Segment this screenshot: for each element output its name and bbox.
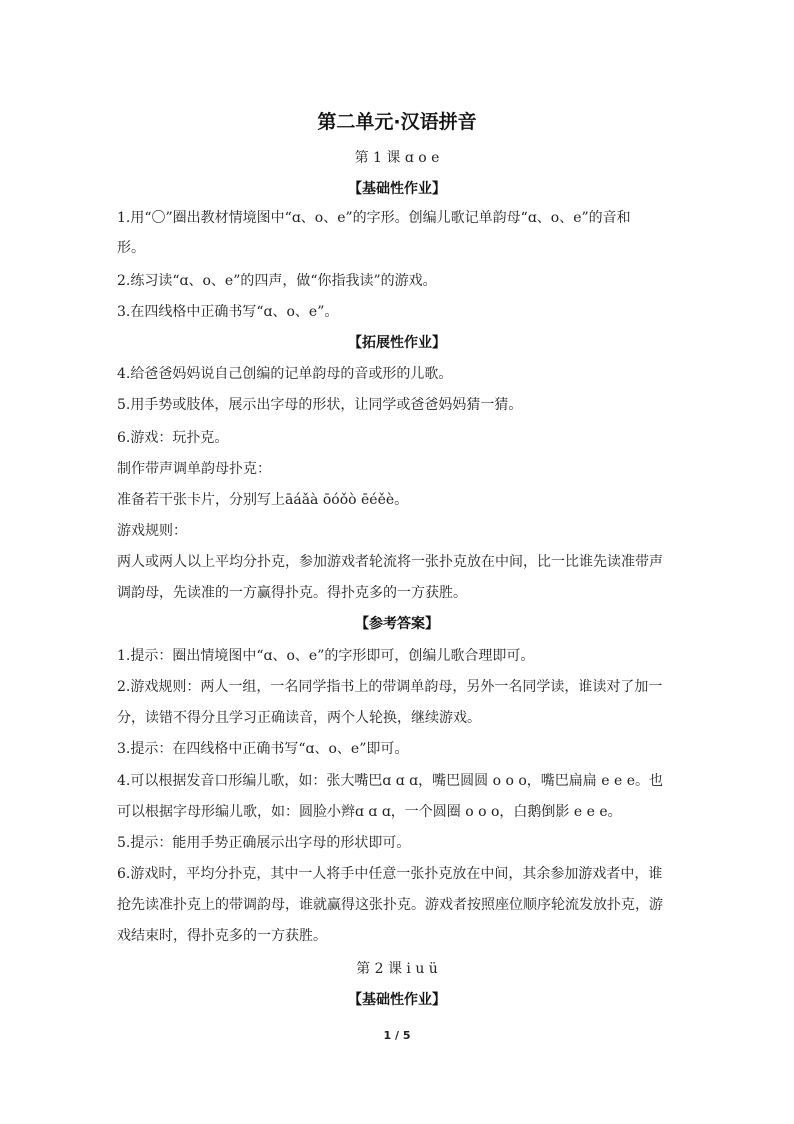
basic-item-1: 1.用“〇”圈出教材情境图中“ɑ、o、e”的字形。创编儿歌记单韵母“ɑ、o、e”的音和 xyxy=(117,210,631,226)
section-answer-heading: 【参考答案】 xyxy=(355,616,439,632)
lesson-1-heading: 第 1 课 ɑ o e xyxy=(354,150,440,166)
answer-item-4-cont: 可以根据字母形编儿歌，如：圆脸小辫ɑ ɑ ɑ，一个圆圈 o o o，白鹅倒影 e e e。 xyxy=(117,804,622,820)
answer-item-2-cont: 分，读错不得分且学习正确读音，两个人轮换，继续游戏。 xyxy=(117,710,481,726)
extend-item-4: 4.给爸爸妈妈说自己创编的记单韵母的音或形的儿歌。 xyxy=(117,366,453,382)
answer-item-1: 1.提示：圈出情境图中“ɑ、o、e”的字形即可，创编儿歌合理即可。 xyxy=(117,648,535,664)
basic-item-3: 3.在四线格中正确书写“ɑ、o、e”。 xyxy=(117,304,339,320)
answer-item-2: 2.游戏规则：两人一组，一名同学指书上的带调单韵母，另外一名同学读，谁读对了加一 xyxy=(117,679,663,695)
extend-item-6: 6.游戏：玩扑克。 xyxy=(117,430,229,446)
answer-item-5: 5.提示：能用手势正确展示出字母的形状即可。 xyxy=(117,835,411,851)
extend-item-6-rules-line-2: 调韵母，先读准的一方赢得扑克。得扑克多的一方获胜。 xyxy=(117,585,467,601)
answer-item-6-cont-2: 戏结束时，得扑克多的一方获胜。 xyxy=(117,928,327,944)
section-basic-2-heading: 【基础性作业】 xyxy=(348,992,446,1008)
answer-item-6-cont-1: 抢先读准扑克上的带调韵母，谁就赢得这张扑克。游戏者按照座位顺序轮流发放扑克，游 xyxy=(117,897,663,913)
extend-item-6-rules-label: 游戏规则： xyxy=(117,523,187,539)
lesson-2-heading: 第 2 课 i u ü xyxy=(356,961,438,977)
page-number: 1 / 5 xyxy=(383,1029,411,1042)
answer-item-3: 3.提示：在四线格中正确书写“ɑ、o、e”即可。 xyxy=(117,741,409,757)
extend-item-6-rules-line-1: 两人或两人以上平均分扑克，参加游戏者轮流将一张扑克放在中间，比一比谁先读准带声 xyxy=(117,554,663,570)
page-title: 第二单元·汉语拼音 xyxy=(317,111,477,133)
extend-item-6-cards: 准备若干张卡片，分别写上āáǎà ōóǒò ēéěè。 xyxy=(117,492,409,508)
extend-item-5: 5.用手势或肢体，展示出字母的形状，让同学或爸爸妈妈猜一猜。 xyxy=(117,397,523,413)
section-basic-heading: 【基础性作业】 xyxy=(348,181,446,197)
section-extend-heading: 【拓展性作业】 xyxy=(348,335,446,351)
basic-item-1-cont: 形。 xyxy=(117,240,145,256)
answer-item-6: 6.游戏时，平均分扑克，其中一人将手中任意一张扑克放在中间，其余参加游戏者中，谁 xyxy=(117,866,663,882)
basic-item-2: 2.练习读“ɑ、o、e”的四声，做“你指我读”的游戏。 xyxy=(117,273,437,289)
extend-item-6-make: 制作带声调单韵母扑克： xyxy=(117,461,271,477)
answer-item-4: 4.可以根据发音口形编儿歌，如：张大嘴巴ɑ ɑ ɑ，嘴巴圆圆 o o o，嘴巴扁扁 e e e。也 xyxy=(117,773,663,789)
